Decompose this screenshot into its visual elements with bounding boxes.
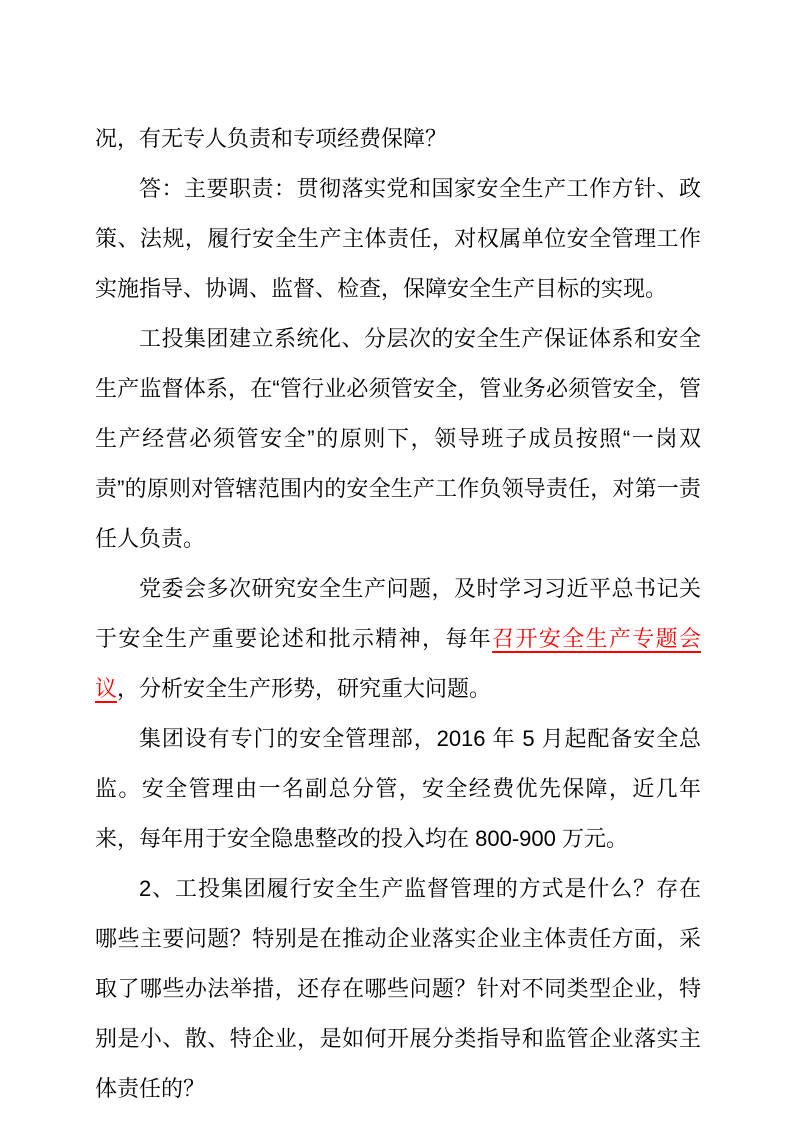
paragraph-answer-duties: 答：主要职责：贯彻落实党和国家安全生产工作方针、政策、法规，履行安全生产主体责任，对权属单位安全管理工作实施指导、协调、监督、检查，保障安全生产目标的实现。 (95, 176, 701, 301)
paragraph-safety-department: 集团设有专门的安全管理部，2016 年 5 月起配备安全总监。安全管理由一名副总分管，安全经费优先保障，近几年来，每年用于安全隐患整改的投入均在 800-900 万元。 (95, 726, 701, 851)
paragraph-text-run: 党委会多次研究安全生产问题，及时学习习近平总书记关于安全生产重要论述和批示精神，每年 (95, 576, 701, 651)
paragraph-party-committee (95, 564, 701, 714)
paragraph-question-2: 2、工投集团履行安全生产监督管理的方式是什么？存在哪些主要问题？特别是在推动企业落实企业主体责任方面，采取了哪些办法举措，还存在哪些问题？针对不同类型企业，特别是小、散、特企业，是如何开展分类指导和监管企业落实主体责任的？ (95, 876, 701, 1101)
paragraph-system: 工投集团建立系统化、分层次的安全生产保证体系和安全生产监督体系，在“管行业必须管安全，管业务必须管安全，管生产经营必须管安全”的原则下，领导班子成员按照“一岗双责”的原则对管辖范围内的安全生产工作负领导责任，对第一责任人负责。 (95, 326, 701, 551)
paragraph-text-run: ，分析安全生产形势，研究重大问题。 (117, 676, 492, 701)
paragraph-continuation: 况，有无专人负责和专项经费保障？ (95, 126, 448, 151)
highlighted-red-text: 召开安全生产专题会议 (95, 626, 701, 701)
